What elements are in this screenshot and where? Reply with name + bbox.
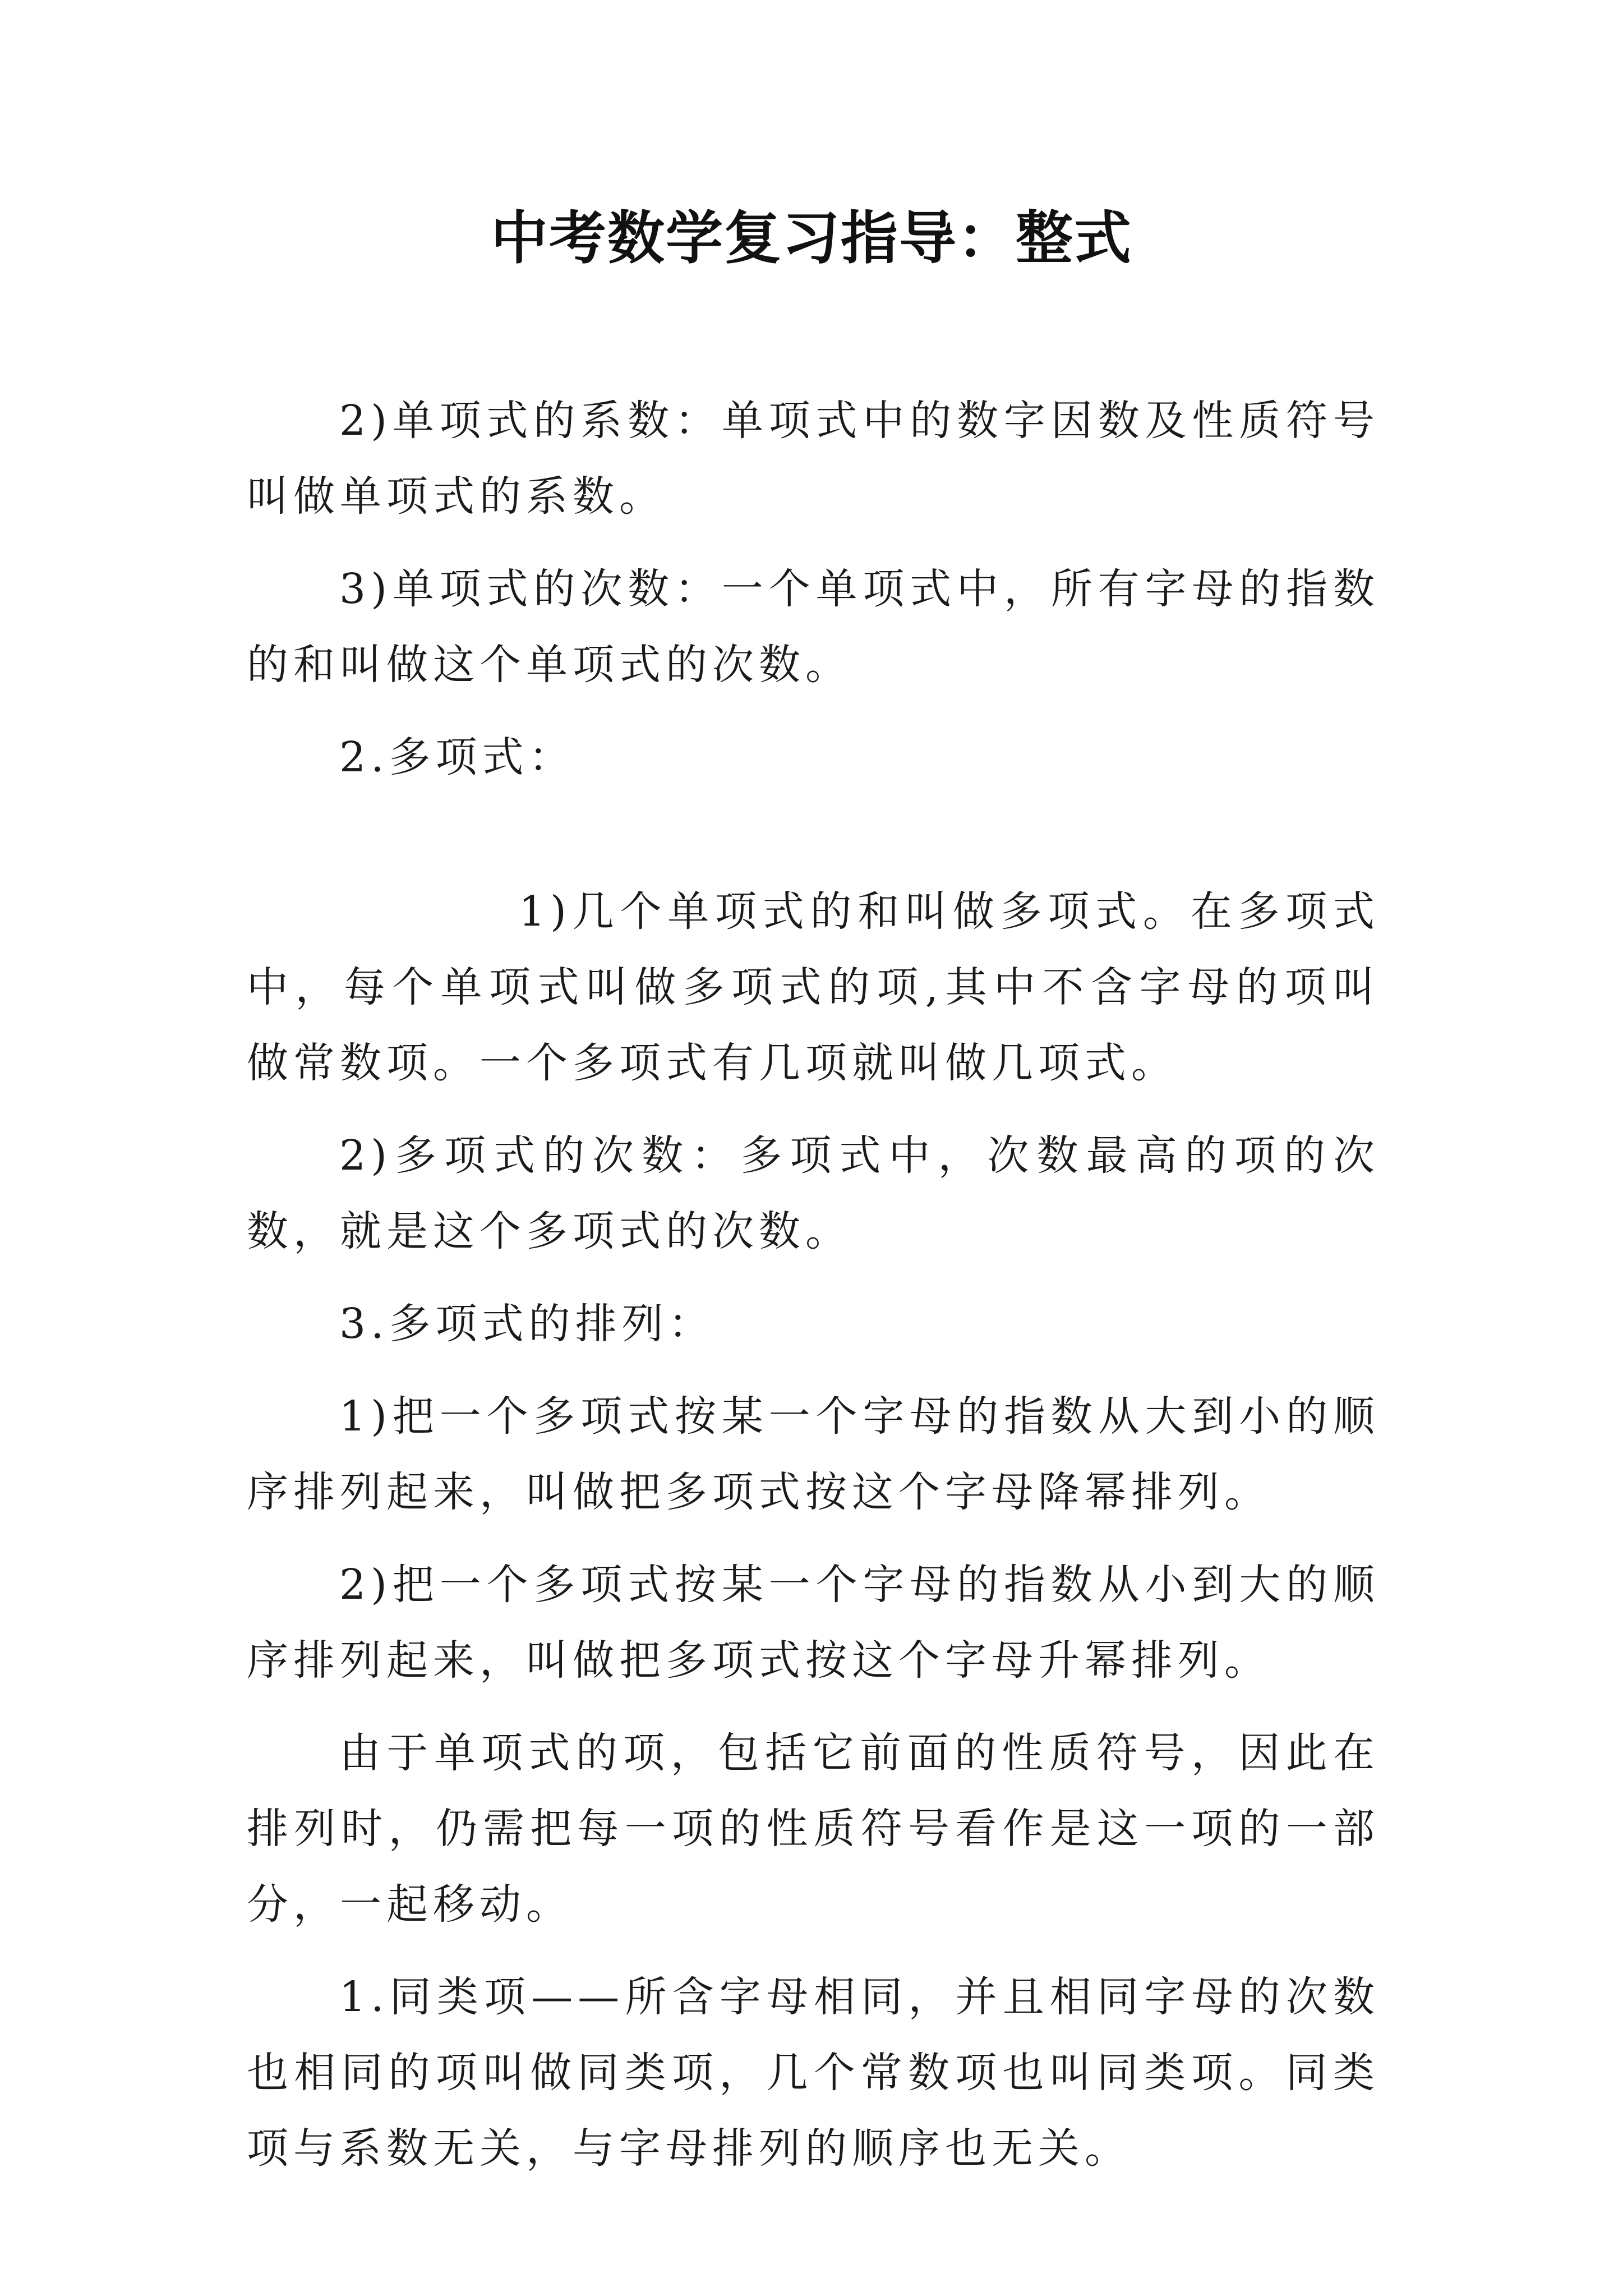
paragraph-monomial-coefficient: 2)单项式的系数：单项式中的数字因数及性质符号叫做单项式的系数。 bbox=[247, 397, 1380, 521]
paragraph-ordering-note: 由于单项式的项，包括它前面的性质符号，因此在排列时，仍需把每一项的性质符号看作是这一项的一部分，一起移动。 bbox=[247, 1729, 1380, 1929]
heading-polynomial-ordering: 3.多项式的排列： bbox=[339, 1300, 715, 1348]
heading-polynomial: 2.多项式： bbox=[339, 733, 575, 781]
paragraph-descending-order: 1)把一个多项式按某一个字母的指数从大到小的顺序排列起来，叫做把多项式按这个字母降幂排列。 bbox=[247, 1392, 1380, 1516]
document-body bbox=[247, 383, 1380, 2203]
blank-space bbox=[247, 812, 1380, 874]
paragraph-monomial-degree: 3)单项式的次数：一个单项式中，所有字母的指数的和叫做这个单项式的次数。 bbox=[247, 565, 1380, 689]
paragraph-ascending-order: 2)把一个多项式按某一个字母的指数从小到大的顺序排列起来，叫做把多项式按这个字母升幂排列。 bbox=[247, 1561, 1380, 1685]
paragraph-polynomial-degree: 2)多项式的次数：多项式中，次数最高的项的次数，就是这个多项式的次数。 bbox=[247, 1131, 1380, 1255]
paragraph-polynomial-definition: 1)几个单项式的和叫做多项式。在多项式中，每个单项式叫做多项式的项,其中不含字母的项叫做常数项。一个多项式有几项就叫做几项式。 bbox=[247, 887, 1380, 1087]
document-title: 中考数学复习指导：整式 bbox=[491, 205, 1132, 272]
paragraph-like-terms: 1.同类项——所含字母相同，并且相同字母的次数也相同的项叫做同类项，几个常数项也叫同类项。同类项与系数无关，与字母排列的顺序也无关。 bbox=[247, 1973, 1380, 2173]
